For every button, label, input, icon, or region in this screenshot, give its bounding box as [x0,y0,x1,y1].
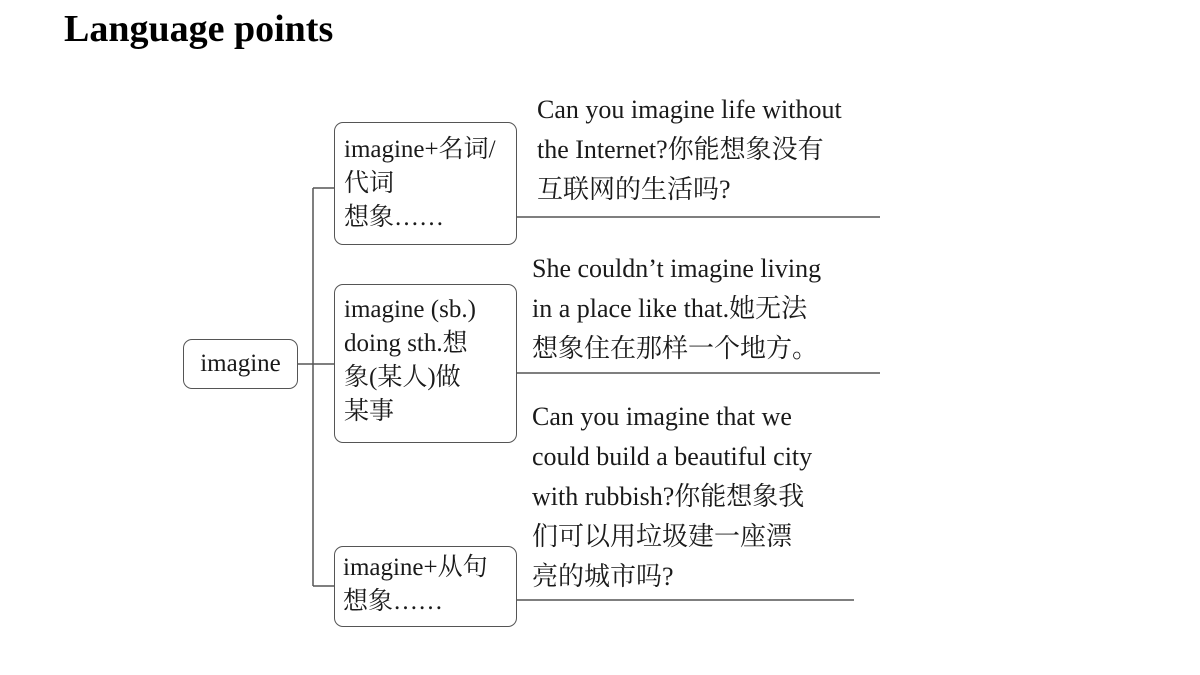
branch-3-pattern-line: 想象…… [343,588,444,615]
example-2-line: in a place like that.她无法 [532,294,808,323]
example-1-line: Can you imagine life without [537,95,842,124]
example-1-line: the Internet?你能想象没有 [537,135,824,164]
branch-1-pattern-line: 代词 [344,170,395,197]
branch-2-pattern-line: doing sth.想 [344,330,468,357]
branch-node-2 [334,284,517,443]
example-sentence-1 [537,90,842,210]
example-3-line: 亮的城市吗? [532,562,674,591]
example-2-line: 想象住在那样一个地方。 [532,334,819,363]
example-3-line: 们可以用垃圾建一座漂 [532,522,793,551]
branch-2-pattern-line: imagine (sb.) [344,296,476,323]
root-node: imagine [183,339,298,389]
example-sentence-3 [532,397,812,597]
branch-2-pattern-line: 某事 [344,398,395,425]
example-3-line: Can you imagine that we [532,402,792,431]
branch-2-pattern-line: 象(某人)做 [344,364,461,391]
example-2-line: She couldn’t imagine living [532,254,822,283]
example-3-line: could build a beautiful city [532,442,813,471]
branch-1-pattern-line: imagine+名词/ [344,136,496,163]
branch-node-3 [334,546,517,627]
page-title: Language points [64,8,334,50]
example-3-line: with rubbish?你能想象我 [532,482,805,511]
branch-1-pattern-line: 想象…… [344,204,445,231]
branch-3-pattern-line: imagine+从句 [343,554,488,581]
example-1-line: 互联网的生活吗? [537,175,731,204]
example-sentence-2 [532,249,821,369]
branch-node-1 [334,122,517,245]
